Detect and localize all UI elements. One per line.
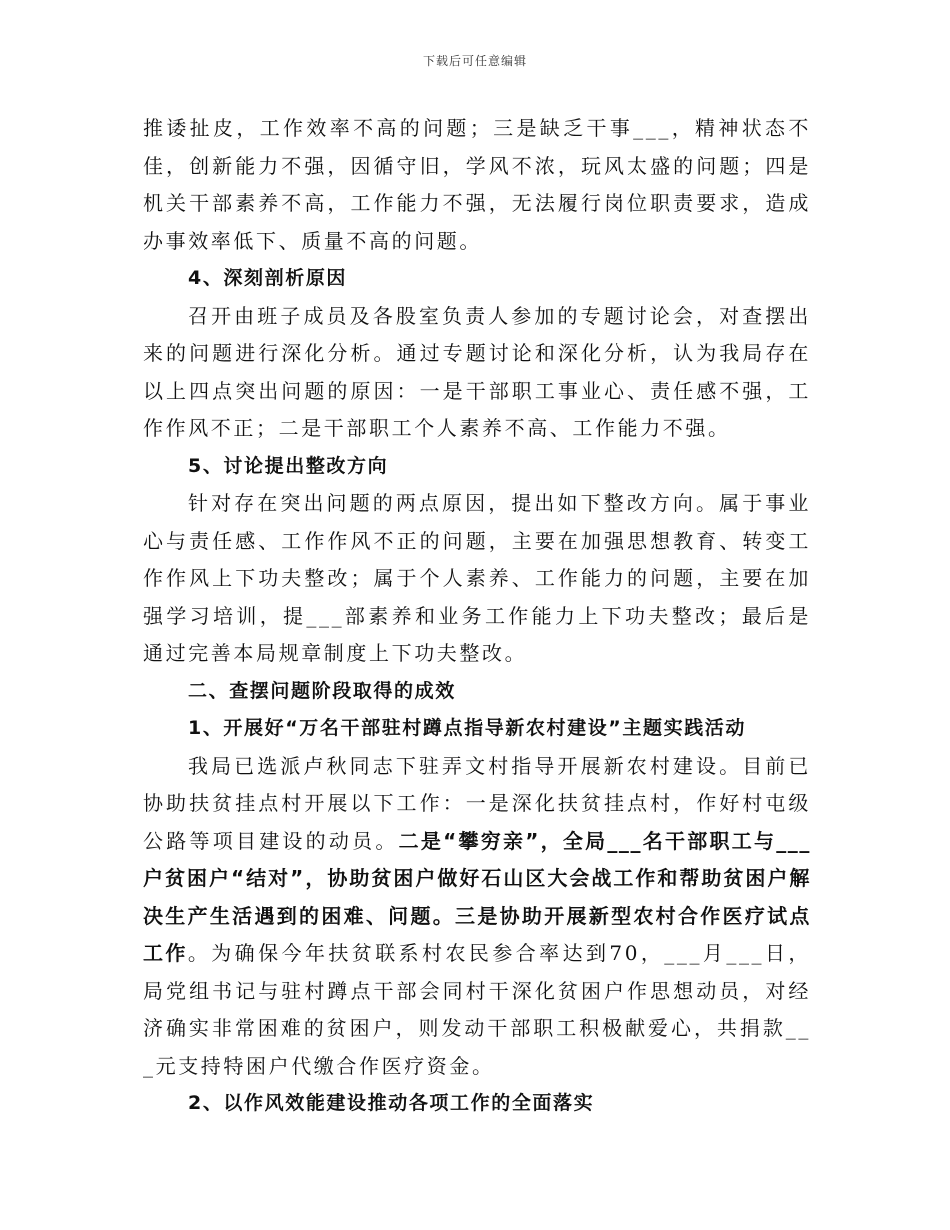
- heading-analyze-causes: 4、深刻剖析原因: [188, 267, 348, 289]
- paragraph-village-work-end: 。为确保今年扶贫联系村农民参合率达到70，___月___日，局党组书记与驻村蹲点干部会同村干深化贫困户作思想动员，对经济确实非常困难的贫困户，则发动干部职工积极献爱心，共捐款___元支持特困户代缴合作医疗资金。: [143, 941, 811, 1078]
- heading-work-style: 2、以作风效能建设推动各项工作的全面落实: [188, 1092, 595, 1114]
- heading-section-achievements: 二、查摆问题阶段取得的成效: [188, 679, 456, 702]
- document-body: [143, 110, 811, 1123]
- heading-village-activity: 1、开展好“万名干部驻村蹲点指导新农村建设”主题实践活动: [188, 717, 746, 739]
- paragraph-village-work: [143, 748, 811, 1086]
- paragraph-village-work-highlight: 二是“攀穷亲”，全局___名干部职工与___户贫困户“结对”，协助贫困户做好石山区大会战工作和帮助贫困户解决生产生活遇到的困难、问题。三是协助开展新型农村合作医疗试点工作: [143, 828, 811, 965]
- paragraph-rectification: 针对存在突出问题的两点原因，提出如下整改方向。属于事业心与责任感、工作作风不正的问题，主要在加强思想教育、转变工作作风上下功夫整改；属于个人素养、工作能力的问题，主要在加强学习培训，提___部素养和业务工作能力上下功夫整改；最后是通过完善本局规章制度上下功夫整改。: [143, 491, 811, 665]
- page-header-note: 下载后可任意编辑: [422, 54, 527, 68]
- heading-rectification-direction: 5、讨论提出整改方向: [188, 454, 389, 477]
- paragraph-village-work-intro: 我局已选派卢秋同志下驻弄文村指导开展新农村建设。目前已协助扶贫挂点村开展以下工作：一是深化扶贫挂点村，作好村屯级公路等项目建设的动员。: [143, 753, 811, 853]
- paragraph-causes: 召开由班子成员及各股室负责人参加的专题讨论会，对查摆出来的问题进行深化分析。通过专题讨论和深化分析，认为我局存在以上四点突出问题的原因：一是干部职工事业心、责任感不强，工作作风不正；二是干部职工个人素养不高、工作能力不强。: [143, 303, 811, 440]
- paragraph-problems-continued: 推诿扯皮，工作效率不高的问题；三是缺乏干事___，精神状态不佳，创新能力不强，因循守旧，学风不浓，玩风太盛的问题；四是机关干部素养不高，工作能力不强，无法履行岗位职责要求，造成办事效率低下、质量不高的问题。: [143, 116, 811, 253]
